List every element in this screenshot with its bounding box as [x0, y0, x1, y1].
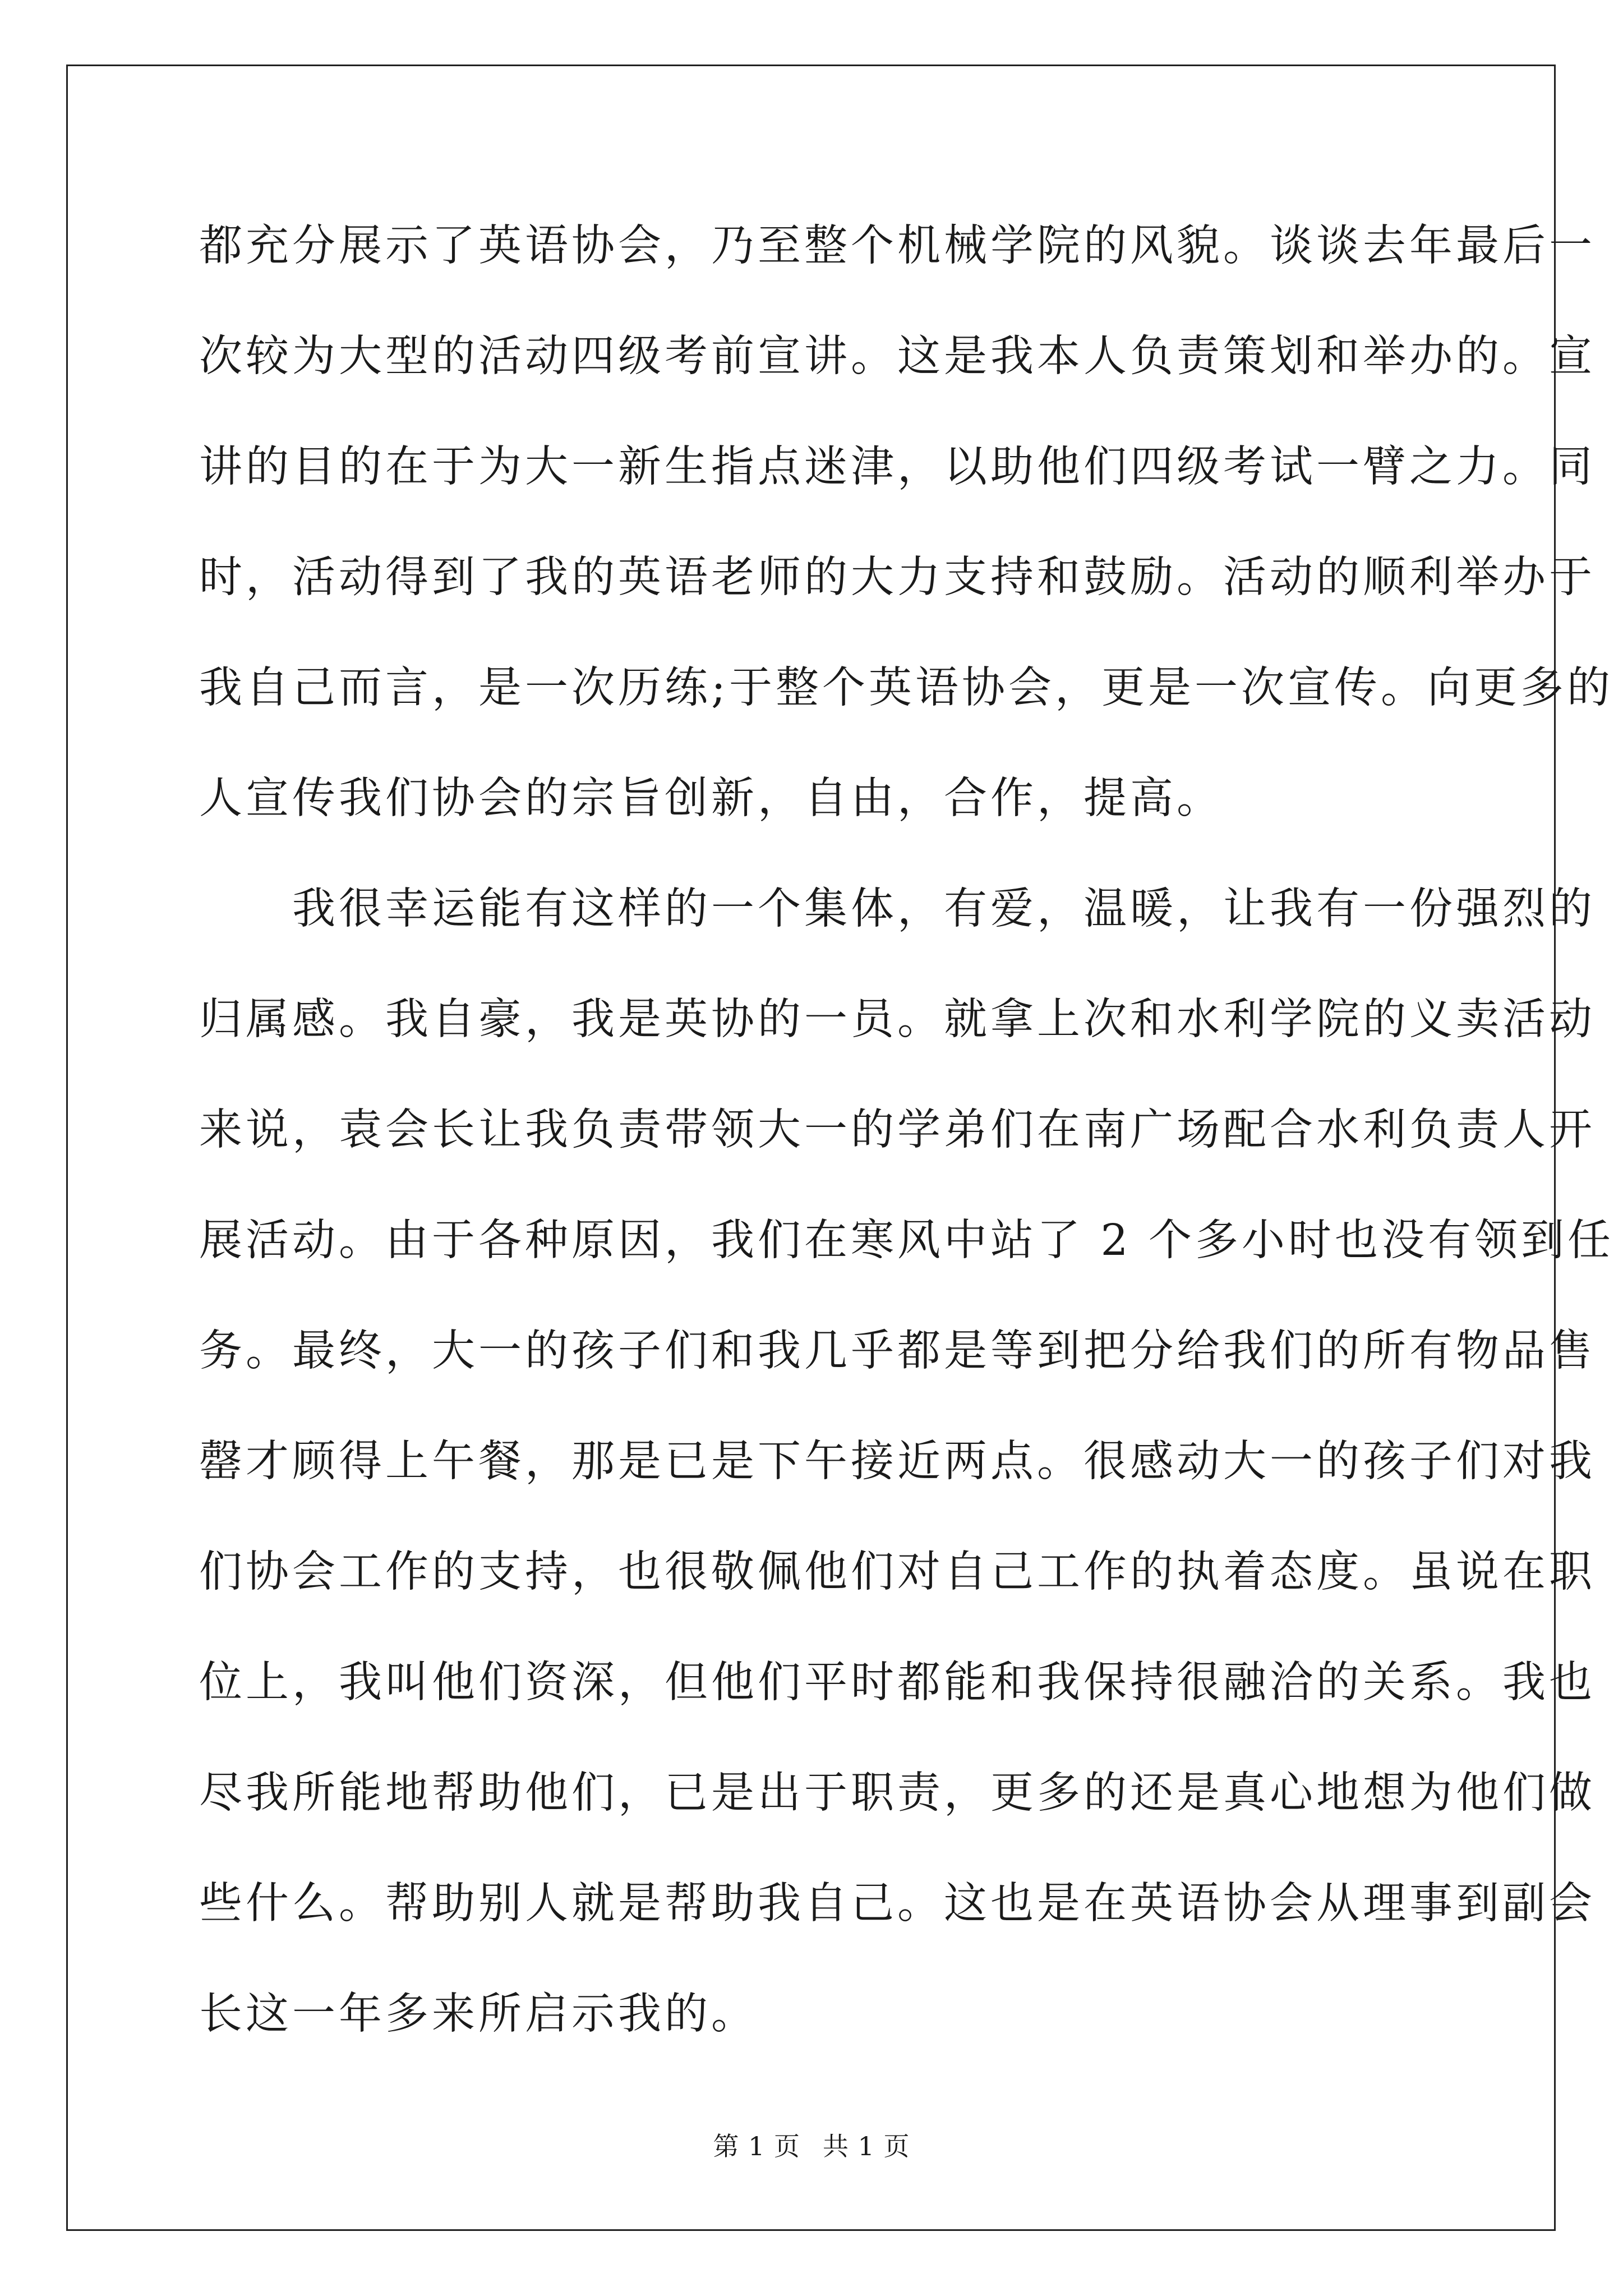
document-body — [199, 191, 1614, 2069]
paragraph-lines — [199, 191, 1614, 2069]
text-line: 人宣传我们协会的宗旨创新，自由，合作，提高。 — [199, 774, 1223, 823]
text-line: 次较为大型的活动四级考前宣讲。这是我本人负责策划和举办的。宣 — [199, 332, 1596, 381]
page-number-total: 共 1 页 — [823, 2131, 910, 2161]
text-line: 讲的目的在于为大一新生指点迷津，以助他们四级考试一臂之力。同 — [199, 442, 1596, 492]
text-line: 位上，我叫他们资深，但他们平时都能和我保持很融洽的关系。我也 — [199, 1658, 1596, 1708]
page-number-current: 第 1 页 — [713, 2131, 800, 2161]
text-line: 们协会工作的支持，也很敬佩他们对自己工作的执着态度。虽说在职 — [199, 1547, 1596, 1597]
text-line: 长这一年多来所启示我的。 — [199, 1989, 758, 2039]
text-line: 来说，袁会长让我负责带领大一的学弟们在南广场配合水利负责人开 — [199, 1105, 1596, 1155]
text-line: 罄才顾得上午餐，那是已是下午接近两点。很感动大一的孩子们对我 — [199, 1437, 1596, 1487]
text-line: 时，活动得到了我的英语老师的大力支持和鼓励。活动的顺利举办于 — [199, 553, 1596, 602]
text-line: 我很幸运能有这样的一个集体，有爱，温暖，让我有一份强烈的 — [199, 884, 1596, 934]
text-line: 我自己而言，是一次历练;于整个英语协会，更是一次宣传。向更多的 — [199, 663, 1613, 713]
page-footer — [0, 2126, 1623, 2163]
text-line: 些什么。帮助别人就是帮助我自己。这也是在英语协会从理事到副会 — [199, 1879, 1596, 1929]
text-line: 务。最终，大一的孩子们和我几乎都是等到把分给我们的所有物品售 — [199, 1326, 1596, 1376]
text-line: 都充分展示了英语协会，乃至整个机械学院的风貌。谈谈去年最后一 — [199, 221, 1596, 271]
text-line: 展活动。由于各种原因，我们在寒风中站了 2 个多小时也没有领到任 — [199, 1216, 1614, 1266]
text-line: 归属感。我自豪，我是英协的一员。就拿上次和水利学院的义卖活动 — [199, 995, 1596, 1045]
text-line: 尽我所能地帮助他们，已是出于职责，更多的还是真心地想为他们做 — [199, 1768, 1596, 1818]
